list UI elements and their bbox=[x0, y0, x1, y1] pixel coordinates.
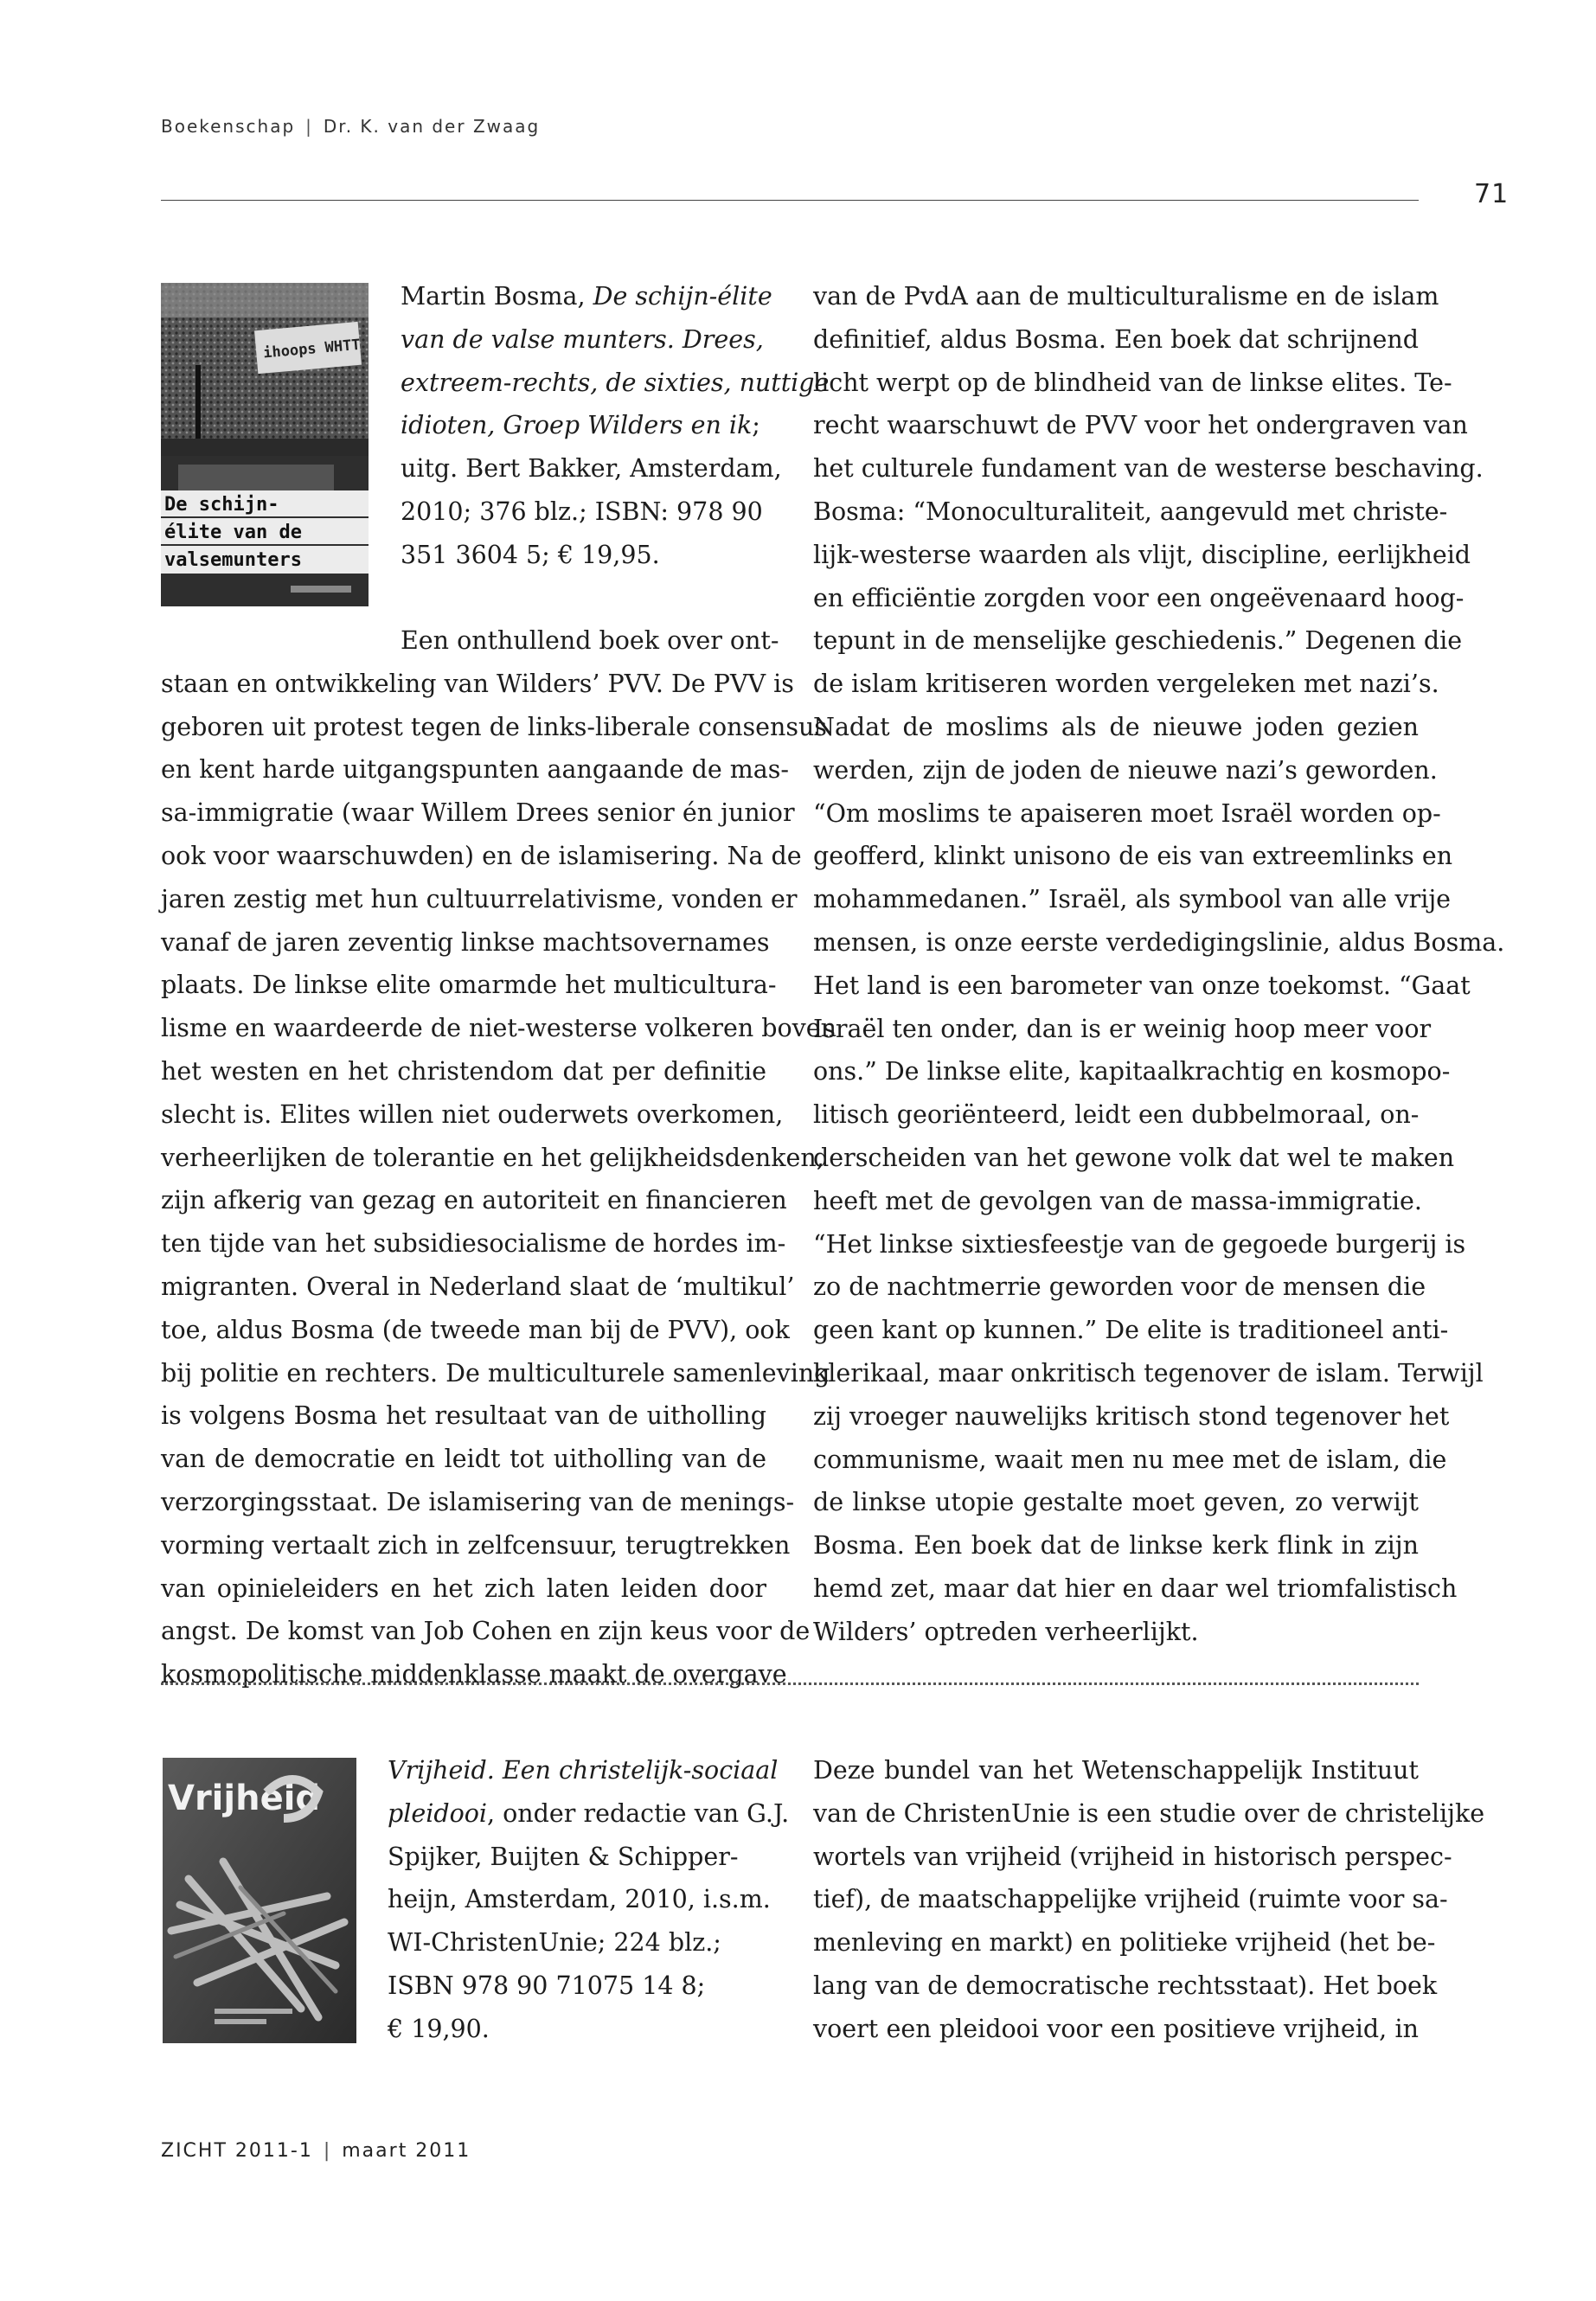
text-line: migranten. Overal in Nederland slaat de ‘multikul’ bbox=[161, 1272, 795, 1301]
text-line: recht waarschuwt de PVV voor het ondergraven van bbox=[813, 411, 1468, 440]
text-line: tief), de maatschappelijke vrijheid (ruimte voor sa- bbox=[813, 1885, 1448, 1914]
review1-left-column bbox=[161, 619, 836, 1696]
review2-citation bbox=[388, 1749, 790, 2051]
text-line: staan en ontwikkeling van Wilders’ PVV. De PVV is bbox=[161, 669, 794, 698]
header-rule bbox=[161, 200, 1419, 201]
citation-line: Martin Bosma, De schijn-élite bbox=[401, 282, 772, 311]
book-cover-schijn-elite bbox=[161, 283, 369, 606]
header-separator: | bbox=[305, 116, 313, 137]
citation-line: WI-ChristenUnie; 224 blz.; bbox=[388, 1928, 721, 1958]
text-line: toe, aldus Bosma (de tweede man bij de PVV), ook bbox=[161, 1315, 790, 1344]
cover-image bbox=[163, 1758, 356, 2043]
text-line: lijk-westerse waarden als vlijt, discipline, eerlijkheid bbox=[813, 540, 1471, 569]
text-line: sa-immigratie (waar Willem Drees senior én junior bbox=[161, 798, 795, 828]
review2-right-column bbox=[813, 1749, 1485, 2051]
text-line: klerikaal, maar onkritisch tegenover de islam. Terwijl bbox=[813, 1358, 1484, 1388]
text-line: het culturele fundament van de westerse beschaving. bbox=[813, 454, 1484, 484]
text-line: voert een pleidooi voor een positieve vrijheid, in bbox=[813, 2014, 1419, 2043]
review1-citation bbox=[401, 275, 830, 577]
text-line: vorming vertaalt zich in zelfcensuur, terugtrekken bbox=[161, 1530, 791, 1560]
cover-title-line-3: valsemunters bbox=[164, 549, 302, 571]
cover-title-line-2: élite van de bbox=[164, 522, 302, 543]
text-line: slecht is. Elites willen niet ouderwets overkomen, bbox=[161, 1099, 784, 1129]
page-number: 71 bbox=[1474, 179, 1509, 209]
text-line: jaren zestig met hun cultuurrelativisme, vonden er bbox=[161, 884, 798, 913]
citation-line: heijn, Amsterdam, 2010, i.s.m. bbox=[388, 1885, 771, 1914]
text-line: verzorgingsstaat. De islamisering van de menings- bbox=[161, 1487, 795, 1516]
text-line: en kent harde uitgangspunten aangaande de mas- bbox=[161, 755, 790, 785]
text-line: van de ChristenUnie is een studie over de christelijke bbox=[813, 1798, 1485, 1828]
text-line: Bosma. Een boek dat de linkse kerk flink in zijn bbox=[813, 1531, 1419, 1561]
text-line: hemd zet, maar dat hier en daar wel triomfalistisch bbox=[813, 1574, 1458, 1603]
text-line: Een onthullend boek over ont- bbox=[401, 626, 779, 655]
text-line: litisch georiënteerd, leidt een dubbelmoraal, on- bbox=[813, 1100, 1420, 1130]
citation-line: pleidooi, onder redactie van G.J. bbox=[388, 1798, 790, 1828]
text-line: mensen, is onze eerste verdedigingslinie, aldus Bosma. bbox=[813, 927, 1505, 957]
header-section: Boekenschap bbox=[161, 116, 296, 137]
footer-issue: ZICHT 2011-1 bbox=[161, 2140, 313, 2162]
text-line: lisme en waardeerde de niet-westerse volkeren boven bbox=[161, 1014, 836, 1043]
text-line: de linkse utopie gestalte moet geven, zo verwijt bbox=[813, 1488, 1419, 1517]
text-line: het westen en het christendom dat per definitie bbox=[161, 1056, 766, 1086]
text-line: Nadat de moslims als de nieuwe joden gezien bbox=[813, 712, 1419, 741]
citation-line: 351 3604 5; € 19,95. bbox=[401, 540, 660, 569]
text-line: bij politie en rechters. De multiculturele samenleving bbox=[161, 1358, 830, 1388]
text-line: ons.” De linkse elite, kapitaalkrachtig en kosmopo- bbox=[813, 1057, 1451, 1086]
text-line: lang van de democratische rechtsstaat). Het boek bbox=[813, 1971, 1438, 2000]
cover-title: Vrijheid bbox=[168, 1779, 321, 1818]
review-separator bbox=[161, 1682, 1419, 1685]
footer bbox=[161, 2140, 471, 2162]
text-line: heeft met de gevolgen van de massa-immigratie. bbox=[813, 1186, 1422, 1215]
book-cover-vrijheid bbox=[163, 1758, 356, 2043]
text-line: ook voor waarschuwden) en de islamisering. Na de bbox=[161, 841, 802, 870]
citation-line: uitg. Bert Bakker, Amsterdam, bbox=[401, 454, 782, 484]
text-line: “Het linkse sixtiesfeestje van de gegoede burgerij is bbox=[813, 1229, 1466, 1259]
citation-line: van de valse munters. Drees, bbox=[401, 324, 764, 354]
text-line: is volgens Bosma het resultaat van de uitholling bbox=[161, 1401, 766, 1431]
citation-line: Spijker, Buijten & Schipper- bbox=[388, 1842, 739, 1871]
text-line: geofferd, klinkt unisono de eis van extreemlinks en bbox=[813, 842, 1453, 871]
citation-line: Vrijheid. Een christelijk-sociaal bbox=[388, 1756, 779, 1785]
text-line: Wilders’ optreden verheerlijkt. bbox=[813, 1617, 1199, 1646]
text-line: Deze bundel van het Wetenschappelijk Instituut bbox=[813, 1756, 1419, 1785]
cover-image bbox=[161, 283, 369, 606]
text-line: van opinieleiders en het zich laten leiden door bbox=[161, 1574, 766, 1603]
text-line: definitief, aldus Bosma. Een boek dat schrijnend bbox=[813, 324, 1419, 354]
text-line: plaats. De linkse elite omarmde het multicultura- bbox=[161, 971, 777, 1000]
citation-line: extreem-rechts, de sixties, nuttige bbox=[401, 368, 830, 397]
text-line: vanaf de jaren zeventig linkse machtsovernames bbox=[161, 927, 770, 957]
text-line: menleving en markt) en politieke vrijheid (het be- bbox=[813, 1928, 1436, 1958]
text-line: wortels van vrijheid (vrijheid in historisch perspec- bbox=[813, 1842, 1452, 1871]
text-line: zij vroeger nauwelijks kritisch stond tegenover het bbox=[813, 1401, 1450, 1431]
review1-right-column bbox=[813, 275, 1505, 1654]
cover-banner-text: ihoops WHTT bbox=[262, 336, 362, 362]
text-line: Het land is een barometer van onze toekomst. “Gaat bbox=[813, 971, 1471, 1000]
text-line: “Om moslims te apaiseren moet Israël worden op- bbox=[813, 798, 1441, 828]
text-line: zijn afkerig van gezag en autoriteit en financieren bbox=[161, 1186, 787, 1215]
text-line: communisme, waait men nu mee met de islam, die bbox=[813, 1445, 1447, 1474]
text-line: geboren uit protest tegen de links-liberale consensus bbox=[161, 712, 827, 741]
text-line: geen kant op kunnen.” De elite is traditioneel anti- bbox=[813, 1316, 1449, 1345]
text-line: en efficiëntie zorgden voor een ongeëvenaard hoog- bbox=[813, 583, 1465, 612]
citation-line: ISBN 978 90 71075 14 8; bbox=[388, 1971, 706, 2000]
text-line: derscheiden van het gewone volk dat wel te maken bbox=[813, 1143, 1455, 1172]
citation-line: idioten, Groep Wilders en ik; bbox=[401, 411, 760, 440]
footer-date: maart 2011 bbox=[342, 2140, 471, 2162]
footer-separator: | bbox=[323, 2140, 332, 2162]
text-line: Israël ten onder, dan is er weinig hoop meer voor bbox=[813, 1014, 1432, 1043]
text-line: van de PvdA aan de multiculturalisme en de islam bbox=[813, 282, 1439, 311]
running-header bbox=[161, 116, 540, 137]
text-line: licht werpt op de blindheid van de linkse elites. Te- bbox=[813, 368, 1452, 397]
text-line: kosmopolitische middenklasse maakt de overgave bbox=[161, 1660, 787, 1689]
text-line: mohammedanen.” Israël, als symbool van alle vrije bbox=[813, 885, 1452, 914]
text-line: tepunt in de menselijke geschiedenis.” Degenen die bbox=[813, 626, 1463, 656]
text-line: van de democratie en leidt tot uitholling van de bbox=[161, 1445, 766, 1474]
text-line: werden, zijn de joden de nieuwe nazi’s geworden. bbox=[813, 755, 1438, 785]
text-line: verheerlijken de tolerantie en het gelijkheidsdenken, bbox=[161, 1143, 824, 1172]
cover-title-line-1: De schijn- bbox=[164, 494, 279, 516]
header-author: Dr. K. van der Zwaag bbox=[323, 116, 541, 137]
text-line: ten tijde van het subsidiesocialisme de hordes im- bbox=[161, 1229, 786, 1259]
text-line: Bosma: “Monoculturaliteit, aangevuld met christe- bbox=[813, 497, 1448, 526]
text-line: zo de nachtmerrie geworden voor de mensen die bbox=[813, 1272, 1426, 1302]
text-line: de islam kritiseren worden vergeleken met nazi’s. bbox=[813, 670, 1439, 699]
citation-line: € 19,90. bbox=[388, 2014, 490, 2043]
text-line: angst. De komst van Job Cohen en zijn keus voor de bbox=[161, 1617, 811, 1646]
citation-line: 2010; 376 blz.; ISBN: 978 90 bbox=[401, 497, 763, 526]
